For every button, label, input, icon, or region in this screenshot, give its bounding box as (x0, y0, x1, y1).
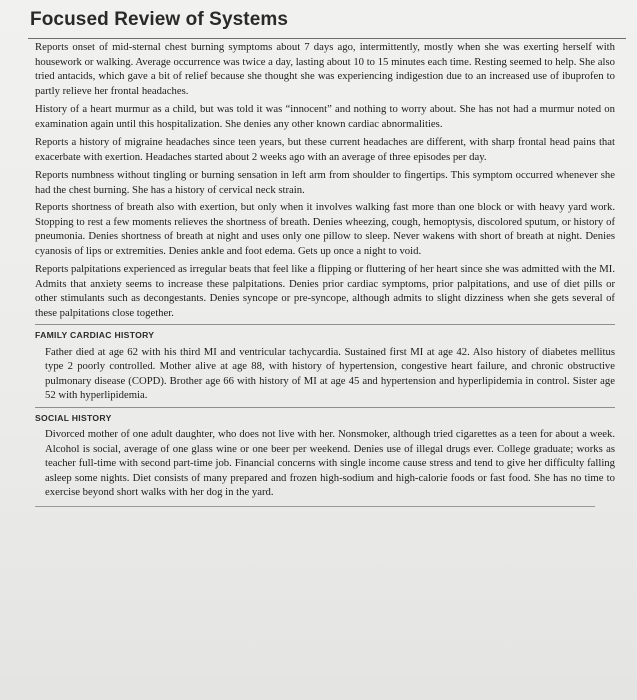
section-end-divider (35, 506, 595, 507)
social-history-heading: SOCIAL HISTORY (35, 407, 615, 426)
social-history-section (35, 427, 615, 500)
ros-paragraph-chest: Reports onset of mid-sternal chest burning symptoms about 7 days ago, intermittently, mostly when she was exerting herself with housework or walking. Average occurrence was twice a day, lasting about 10 to 15 minutes each time. Resting seemed to help. She also tried antacids, which gave a bit of relief because she thought she was experiencing indigestion due to an increased use of ibuprofen to partly relieve her frontal headaches. (35, 41, 615, 97)
title-divider (28, 38, 626, 39)
family-history-heading: FAMILY CARDIAC HISTORY (35, 324, 615, 343)
ros-paragraph-palpitations: Reports palpitations experienced as irregular beats that feel like a flipping or fluttering of her heart since she was admitted with the MI. Admits that anxiety seems to increase these palpitations. Denies prior cardiac symptoms, prior palpitations, and use of diet pills or other stimulants such as decongestants. Denies syncope or pre-syncope, although admits to slight dizziness when she gets several of these palpitations close together. (35, 263, 615, 319)
ros-paragraph-headaches: Reports a history of migraine headaches since teen years, but these current headaches are different, with sharp frontal head pains that exacerbate with exertion. Headaches started about 2 weeks ago with an average of three episodes per day. (35, 136, 615, 163)
page-title: Focused Review of Systems (30, 9, 289, 30)
ros-paragraph-murmur: History of a heart murmur as a child, but was told it was “innocent” and nothing to worry about. She has not had a murmur noted on examination again until this hospitalization. She denies any other known cardiac abnormalities. (35, 103, 615, 130)
ros-paragraph-shortness-of-breath: Reports shortness of breath also with exertion, but only when it involves walking fast more than one block or with heavy yard work. Stopping to rest a few moments relieves the shortness of breath. Denies wheezing, cough, hemoptysis, discolored sputum, or history of pneumonia. Denies shortness of breath at night and uses only one pillow to sleep. Never wakens with short of breath at night. Denies cyanosis of lips or extremities. Denies ankle and foot edema. Gets up once a night to void. (35, 201, 615, 257)
family-history-text: Father died at age 62 with his third MI and ventricular tachycardia. Sustained first MI at age 42. Also history of diabetes mellitus type 2 poorly controlled. Mother alive at age 88, with history of hypertension, congestive heart failure, and chronic obstructive pulmonary disease (COPD). Brother age 66 with history of MI at age 45 and hypertension and hyperlipidemia in control. Sister age 52 with hyperlipidemia. (45, 345, 615, 401)
ros-paragraph-numbness: Reports numbness without tingling or burning sensation in left arm from shoulder to fingertips. This symptom occurred whenever she had the chest burning. She has a history of cervical neck strain. (35, 169, 615, 196)
social-history-text: Divorced mother of one adult daughter, who does not live with her. Nonsmoker, although tried cigarettes as a teen for about a week. Alcohol is social, average of one glass wine or one beer per weekend. Denies use of illegal drugs ever. College graduate; works as teacher full-time with second part-time job. Financial concerns with single income cause stress and tend to give her difficulty falling asleep some nights. Diet consists of many prepared and frozen high-sodium and high-calorie foods or fast food. She has no time to exercise beyond short walks with her dog in the yard. (45, 428, 615, 498)
family-history-section (35, 345, 615, 403)
document-body (35, 40, 615, 507)
